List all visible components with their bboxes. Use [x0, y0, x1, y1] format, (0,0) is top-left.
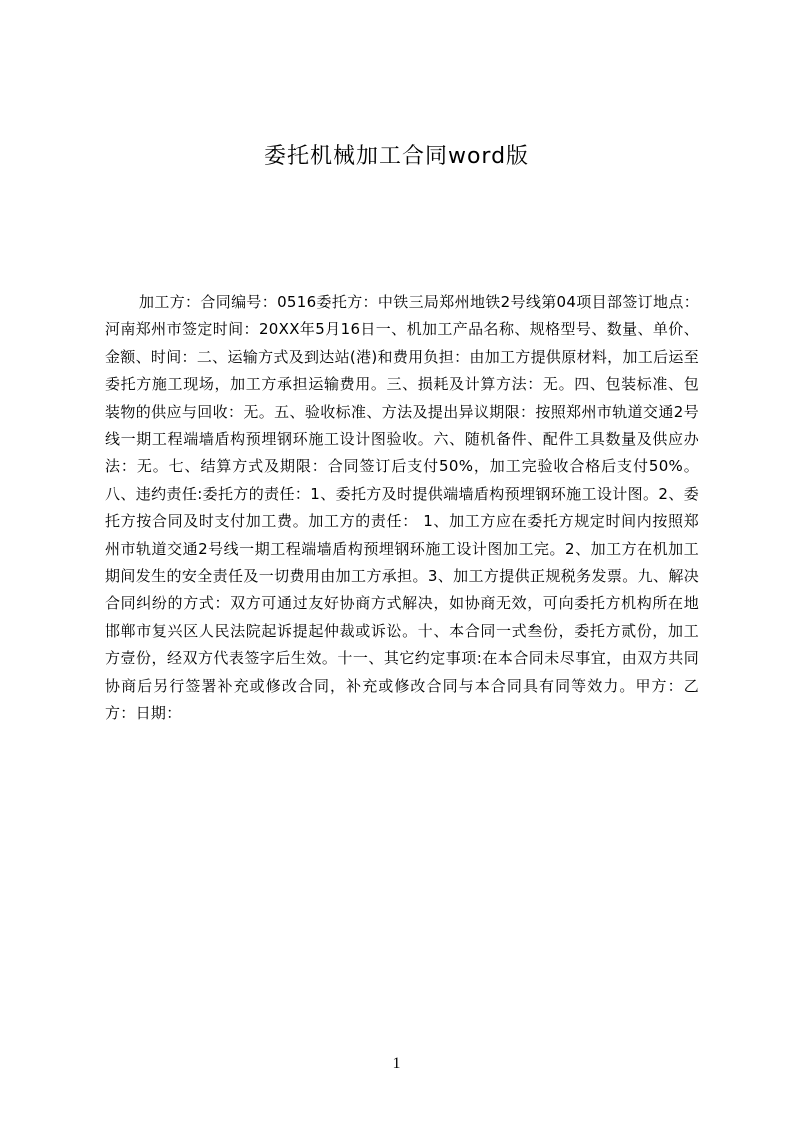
contract-body-text: 加工方：合同编号：0516委托方：中铁三局郑州地铁2号线第04项目部签订地点：河南郑州市签定时间：20XX年5月16日一、机加工产品名称、规格型号、数量、单价、金额、时间：二、运输方式及到达站(港)和费用负担：由加工方提供原材料，加工后运至委托方施工现场，加工方承担运输费用。三、损耗及计算方法：无。四、包装标准、包装物的供应与回收：无。五、验收标准、方法及提出异议期限：按照郑州市轨道交通2号线一期工程端墙盾构预埋钢环施工设计图验收。六、随机备件、配件工具数量及供应办法：无。七、结算方式及期限：合同签订后支付50%，加工完验收合格后支付50%。八、违约责任:委托方的责任：1、委托方及时提供端墙盾构预埋钢环施工设计图。2、委托方按合同及时支付加工费。加工方的责任： 1、加工方应在委托方规定时间内按照郑州市轨道交通2号线一期工程端墙盾构预埋钢环施工设计图加工完。2、加工方在机加工期间发生的安全责任及一切费用由加工方承担。3、加工方提供正规税务发票。九、解决合同纠纷的方式：双方可通过友好协商方式解决，如协商无效，可向委托方机构所在地邯郸市复兴区人民法院起诉提起仲裁或诉讼。十、本合同一式叁份，委托方贰份，加工方壹份，经双方代表签字后生效。十一、其它约定事项:在本合同未尽事宜，由双方共同协商后另行签署补充或修改合同，补充或修改合同与本合同具有同等效力。甲方：乙方：日期： [105, 293, 699, 723]
page-number: 1 [392, 1055, 401, 1072]
document-title: 委托机械加工合同word版 [263, 144, 530, 169]
